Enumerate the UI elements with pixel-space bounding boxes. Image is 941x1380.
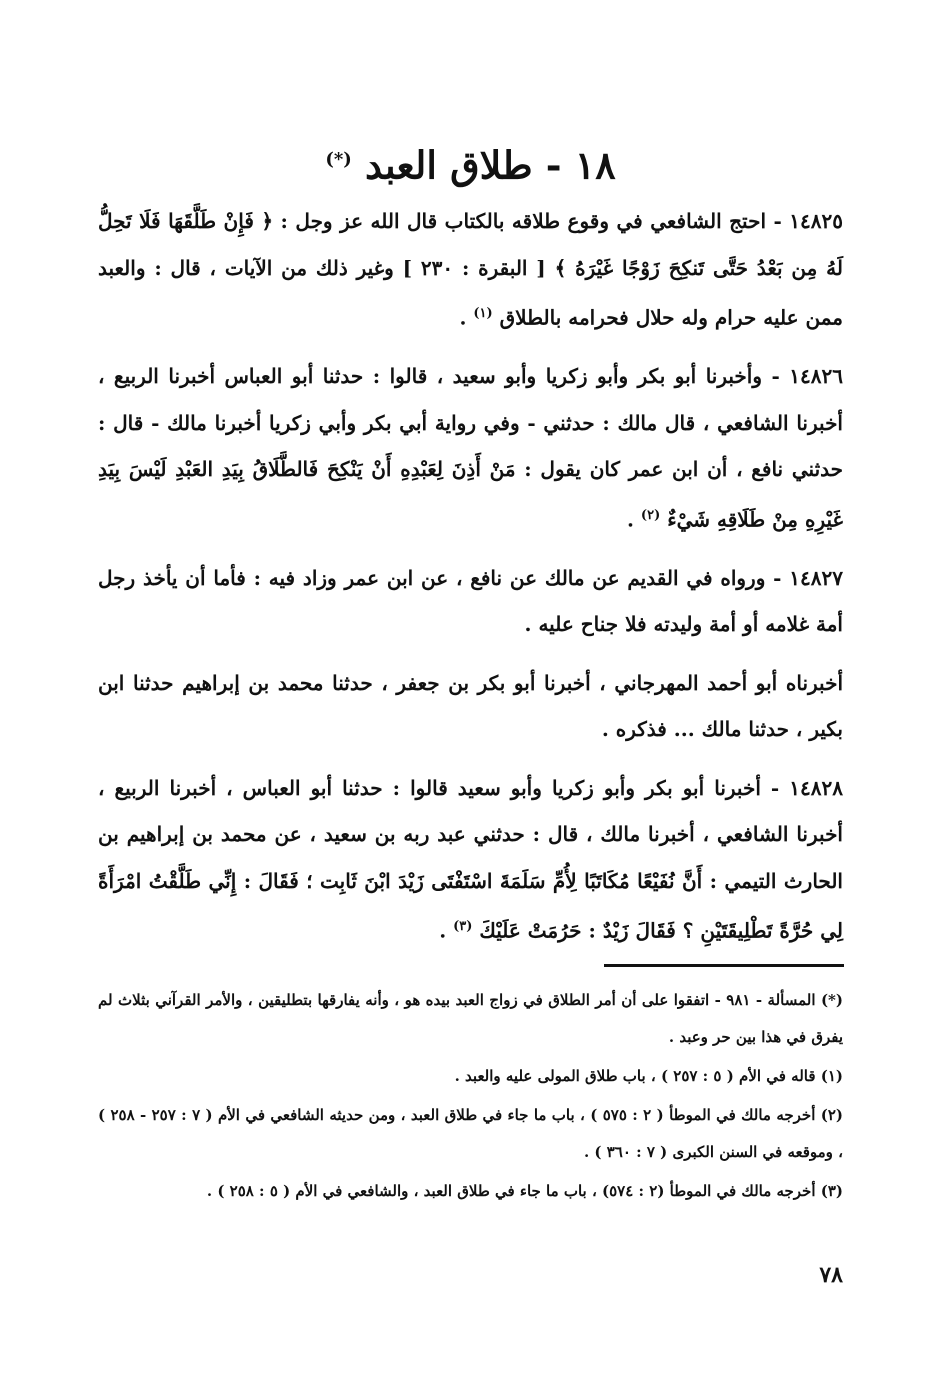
footnote-2: (٢) أخرجه مالك في الموطأ ( ٢ : ٥٧٥ ) ، باب ما جاء في طلاق العبد ، ومن حديثه الشافعي في الأم ( ٧ : ٢٥٧ - ٢٥٨ ) ، وموقعه في السنن الكبرى ( ٧ : ٣٦٠ ) . xyxy=(98,1106,844,1161)
paragraph-text: ١٤٨٢٧ - ورواه في القديم عن مالك عن نافع ، عن ابن عمر وزاد فيه : فأما أن يأخذ رجل أمة غلامه أو أمة وليدته فلا جناح عليه . xyxy=(98,565,843,637)
footnote-1: (١) قاله في الأم ( ٥ : ٢٥٧ ) ، باب طلاق المولى عليه والعبد . xyxy=(454,1067,843,1085)
paragraph-text: ١٤٨٢٥ - احتج الشافعي في وقوع طلاقه بالكتاب قال الله عز وجل : ﴿ فَإِنْ طَلَّقَهَا فَلَا تَحِلُّ لَهُ مِن بَعْدُ حَتَّى تَنكِحَ زَوْجًا غَيْرَهُ ﴾ [ البقرة : ٢٣٠ ] وغير ذلك من الآيات ، قال : والعبد ممن عليه حرام وله حلال فحرامه بالطلاق xyxy=(98,209,843,330)
paragraph-text: ١٤٨٢٦ - وأخبرنا أبو بكر وأبو زكريا وأبو سعيد ، قالوا : حدثنا أبو العباس أخبرنا الربيع ، أخبرنا الشافعي ، قال مالك : حدثني - وفي رواية أبي بكر وأبي زكريا أخبرنا مالك - قال : حدثني نافع ، أن ابن عمر كان يقول : مَنْ أَذِنَ لِعَبْدِهِ أَنْ يَنْكِحَ فَالطَّلَاقُ بِيَدِ العَبْدِ لَيْسَ بِيَدِ غَيْرِهِ مِنْ طَلَاقِهِ شَيْءٌ xyxy=(98,364,843,532)
footnote-ref: (١) xyxy=(473,306,493,321)
paragraph-14825 xyxy=(98,198,843,341)
paragraph-end: . xyxy=(626,507,641,532)
chapter-title-marker: (*) xyxy=(325,149,352,170)
paragraph-text: أخبرناه أبو أحمد المهرجاني ، أخبرنا أبو بكر بن جعفر ، حدثنا محمد بن إبراهيم حدثنا ابن بكير ، حدثنا مالك ... فذكره . xyxy=(98,670,843,742)
footnote-3: (٣) أخرجه مالك في الموطأ (٢ : ٥٧٤) ، باب ما جاء في طلاق العبد ، والشافعي في الأم ( ٥ : ٢٥٨ ) . xyxy=(206,1182,843,1200)
main-text xyxy=(98,198,843,966)
footnotes xyxy=(98,982,843,1212)
paragraph-isnad xyxy=(98,660,843,753)
footnote-issue: (*) المسألة - ٩٨١ - اتفقوا على أن أمر الطلاق في زواج العبد بيده هو ، وأنه يفارقها بتطليقين ، والأمر القرآني بثلاث لم يفرق في هذا بين حر وعبد . xyxy=(98,991,843,1046)
paragraph-14827 xyxy=(98,555,843,648)
paragraph-end: . xyxy=(439,918,454,943)
chapter-title xyxy=(100,132,841,194)
paragraph-end: . xyxy=(459,305,474,330)
footnote-ref: (٢) xyxy=(640,507,661,523)
paragraph-text: ١٤٨٢٨ - أخبرنا أبو بكر وأبو زكريا وأبو سعيد قالوا : حدثنا أبو العباس ، أخبرنا الربيع ، أخبرنا الشافعي ، أخبرنا مالك ، قال : حدثني عبد ربه بن سعيد ، عن محمد بن إبراهيم بن الحارث التيمي : أَنَّ نُفَيْعًا مُكَاتَبًا لِأُمِّ سَلَمَةَ اسْتَفْتَى زَيْدَ ابْنَ ثَابِت ؛ فَقَالَ : إِنِّي طَلَّقْتُ امْرَأَةً لِي حُرَّةً تَطْلِيقَتَيْنِ ؟ فَقَالَ زَيْدٌ : حَرُمَتْ عَلَيْكَ xyxy=(98,775,843,943)
footnote-divider xyxy=(604,964,844,967)
page-number: ٧٨ xyxy=(819,1262,843,1288)
paragraph-14828 xyxy=(98,765,843,955)
chapter-title-text: ١٨ - طلاق العبد xyxy=(365,142,616,188)
footnote-ref: (٣) xyxy=(453,919,473,935)
paragraph-14826 xyxy=(98,353,843,543)
